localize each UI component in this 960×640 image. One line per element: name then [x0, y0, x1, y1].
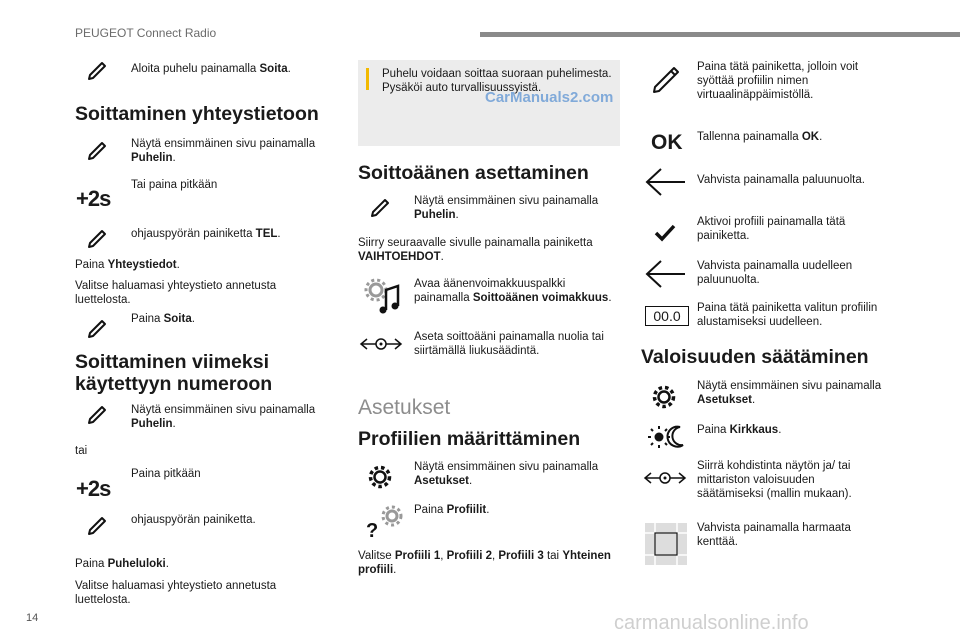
text-next-page: Siirry seuraavalle sivulle painamalla painiketta VAIHTOEHDOT.	[358, 237, 593, 263]
text-volume: Avaa äänenvoimakkuuspalkki painamalla Soittoäänen voimakkuus.	[414, 278, 612, 304]
text-show-settings: Näytä ensimmäinen sivu painamalla Asetukset.	[414, 461, 599, 487]
pen-icon	[86, 318, 108, 340]
text-confirm-grey: Vahvista painamalla harmaata kenttää.	[697, 522, 851, 548]
watermark-center: CarManuals2.com	[485, 89, 614, 106]
pen-icon	[369, 197, 391, 219]
heading-contact: Soittaminen yhteystietoon	[75, 103, 319, 125]
text-save-ok: Tallenna painamalla OK.	[697, 131, 823, 143]
text-brightness: Paina Kirkkaus.	[697, 424, 782, 436]
text-edit-name: Paina tätä painiketta, jolloin voit syöttää profiilin nimen virtuaalinäppäimistöllä.	[697, 61, 859, 101]
text-show-settings-2: Näytä ensimmäinen sivu painamalla Asetukset.	[697, 380, 882, 406]
checkmark-icon	[654, 224, 676, 242]
pen-icon	[86, 515, 108, 537]
back-arrow-icon	[645, 167, 687, 197]
pen-icon	[86, 228, 108, 250]
pen-icon	[86, 140, 108, 162]
text-call-log: Paina Puheluloki.	[75, 558, 169, 570]
text-back-2: Vahvista painamalla uudelleen paluunuolta.	[697, 260, 853, 286]
heading-profiles: Profiilien määrittäminen	[358, 428, 581, 450]
info-note-text: Puhelu voidaan soittaa suoraan puhelimesta. Pysäköi auto turvallisuussyistä.	[382, 68, 612, 94]
text-longpress: Tai paina pitkään	[131, 179, 218, 191]
text-steer-tel: ohjauspyörän painiketta TEL.	[131, 228, 281, 240]
slider-arrows-icon	[359, 335, 403, 353]
grey-field-icon	[644, 522, 688, 566]
reset-counter-icon: 00.0	[645, 306, 689, 326]
slider-arrows-icon	[643, 469, 687, 487]
text-show-phone-3: Näytä ensimmäinen sivu painamalla Puhelin.	[414, 195, 599, 221]
section-settings: Asetukset	[358, 396, 451, 419]
text-call: Aloita puhelu painamalla Soita.	[131, 63, 291, 75]
brightness-icon	[646, 424, 686, 450]
ok-icon: OK	[651, 131, 683, 154]
heading-ringtone: Soittoäänen asettaminen	[358, 162, 589, 184]
text-show-phone: Näytä ensimmäinen sivu painamalla Puhelin.	[131, 138, 316, 164]
pen-icon	[86, 60, 108, 82]
text-activate: Aktivoi profiili painamalla tätä painiketta.	[697, 216, 846, 242]
text-choose-contact-2: Valitse haluamasi yhteystieto annetusta luettelosta.	[75, 580, 277, 606]
plus-2s-icon: +2s	[76, 476, 111, 501]
header-title: PEUGEOT Connect Radio	[75, 26, 217, 40]
heading-recent: Soittaminen viimeksi käytettyyn numeroon	[75, 351, 273, 395]
header-bar	[480, 32, 960, 37]
gear-icon	[367, 464, 393, 490]
plus-2s-icon: +2s	[76, 186, 111, 211]
text-show-phone-2: Näytä ensimmäinen sivu painamalla Puhelin.	[131, 404, 316, 430]
text-slider: Siirrä kohdistinta näytön ja/ tai mittariston valoisuuden säätämiseksi (mallin mukaan).	[697, 460, 852, 500]
text-call-2: Paina Soita.	[131, 313, 195, 325]
profile-settings-icon	[364, 504, 404, 544]
text-longpress-2: Paina pitkään	[131, 468, 201, 480]
text-choose-contact: Valitse haluamasi yhteystieto annetusta luettelosta.	[75, 280, 277, 306]
page-number: 14	[26, 612, 39, 624]
pen-icon	[86, 404, 108, 426]
text-reset: Paina tätä painiketta valitun profiilin alustamiseksi uudelleen.	[697, 302, 878, 328]
text-arrows: Aseta soittoääni painamalla nuolia tai siirtämällä liukusäädintä.	[414, 331, 604, 357]
ringtone-settings-icon	[364, 278, 404, 316]
text-back-1: Vahvista painamalla paluunuolta.	[697, 174, 865, 186]
gear-icon	[651, 384, 677, 410]
text-steer: ohjauspyörän painiketta.	[131, 514, 256, 526]
back-arrow-icon	[645, 259, 687, 289]
text-profiles: Paina Profiilit.	[414, 504, 490, 516]
svg-text:?: ?	[366, 520, 379, 542]
text-or: tai	[75, 445, 88, 457]
heading-brightness: Valoisuuden säätäminen	[641, 346, 869, 368]
text-choose-profile: Valitse Profiili 1, Profiili 2, Profiili 3 tai Yhteinen profiili.	[358, 550, 611, 576]
watermark-footer: carmanualsonline.info	[614, 612, 809, 634]
pen-icon	[650, 64, 682, 96]
info-icon	[366, 68, 369, 90]
text-contacts: Paina Yhteystiedot.	[75, 259, 180, 271]
